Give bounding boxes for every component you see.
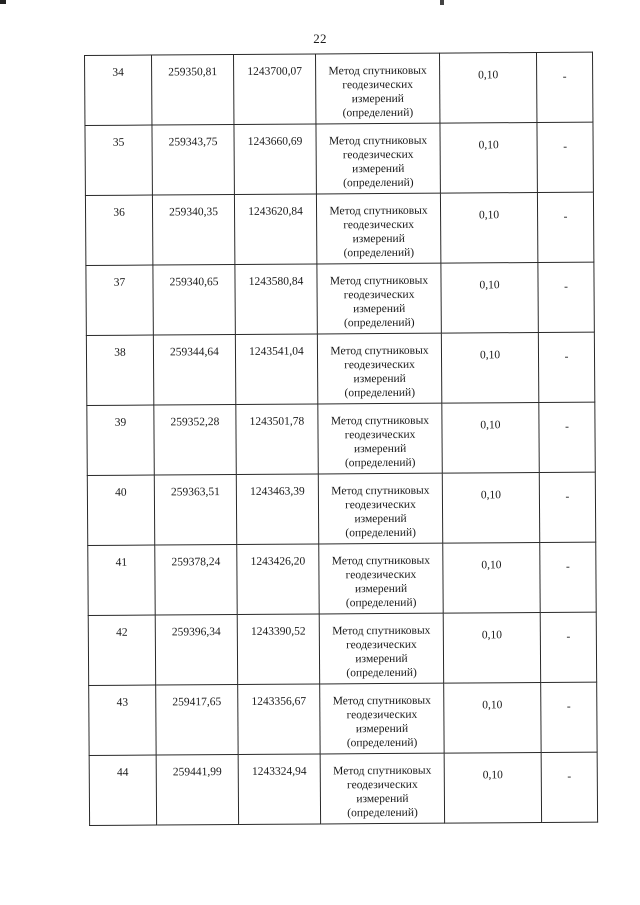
method-line: измерений — [356, 792, 409, 806]
method-cell — [315, 53, 439, 124]
y-coordinate-cell: 1243324,94 — [238, 754, 320, 825]
table-row — [87, 472, 595, 545]
method-line: (определений) — [342, 106, 414, 120]
description-cell: - — [541, 752, 597, 822]
method-line: Метод спутниковых — [330, 414, 430, 428]
method-line: Метод спутниковых — [333, 764, 432, 778]
description-cell: - — [539, 402, 595, 472]
description-cell: - — [537, 192, 593, 262]
method-line: измерений — [352, 232, 405, 246]
method-cell — [317, 263, 441, 334]
method-line: геодезических — [342, 78, 414, 92]
point-number-cell: 41 — [88, 545, 155, 615]
method-line: Метод спутниковых — [332, 694, 431, 708]
method-line: Метод спутниковых — [329, 204, 428, 218]
table-row — [86, 262, 594, 335]
method-cell — [318, 473, 442, 544]
method-line: (определений) — [347, 806, 418, 820]
accuracy-cell: 0,10 — [442, 402, 539, 473]
accuracy-cell: 0,10 — [441, 262, 538, 333]
description-cell: - — [540, 612, 596, 682]
x-coordinate-cell: 259350,81 — [152, 55, 234, 126]
page-number: 22 — [313, 31, 327, 46]
accuracy-cell: 0,10 — [444, 682, 541, 753]
method-line: (определений) — [343, 316, 415, 330]
accuracy-cell: 0,10 — [442, 472, 539, 543]
method-line: геодезических — [346, 708, 418, 722]
x-coordinate-cell: 259340,35 — [152, 195, 234, 266]
y-coordinate-cell: 1243700,07 — [234, 54, 316, 125]
table-row — [88, 542, 596, 615]
point-number-cell: 39 — [87, 405, 154, 475]
description-cell: - — [541, 682, 597, 752]
table-row — [87, 402, 595, 475]
method-line: измерений — [354, 512, 407, 526]
point-number-cell: 36 — [85, 195, 152, 265]
scan-mark-left — [0, 0, 6, 4]
x-coordinate-cell: 259352,28 — [154, 405, 236, 476]
description-cell: - — [539, 472, 595, 542]
y-coordinate-cell: 1243463,39 — [236, 474, 318, 545]
method-line: измерений — [355, 722, 409, 736]
method-line: (определений) — [343, 246, 415, 260]
y-coordinate-cell: 1243390,52 — [237, 614, 319, 685]
description-cell: - — [540, 542, 596, 612]
y-coordinate-cell: 1243620,84 — [234, 194, 316, 265]
method-line: (определений) — [346, 666, 417, 680]
method-cell — [320, 753, 444, 824]
y-coordinate-cell: 1243356,67 — [238, 684, 320, 755]
accuracy-cell: 0,10 — [443, 612, 540, 683]
method-line: (определений) — [344, 456, 416, 470]
accuracy-cell: 0,10 — [439, 52, 536, 123]
description-cell: - — [538, 262, 594, 332]
description-cell: - — [538, 332, 594, 402]
point-number-cell: 42 — [88, 615, 155, 685]
method-line: Метод спутниковых — [328, 64, 427, 78]
method-cell — [318, 403, 442, 474]
method-line: измерений — [355, 652, 408, 666]
point-number-cell: 35 — [85, 125, 152, 195]
accuracy-cell: 0,10 — [443, 542, 540, 613]
table-row — [85, 122, 593, 195]
table-body — [85, 52, 598, 825]
accuracy-cell: 0,10 — [441, 332, 538, 403]
y-coordinate-cell: 1243541,04 — [235, 334, 317, 405]
description-cell: - — [536, 52, 592, 122]
method-line: геодезических — [343, 218, 415, 232]
method-line: измерений — [351, 92, 404, 106]
point-number-cell: 38 — [86, 335, 153, 405]
table-row — [86, 332, 594, 405]
method-cell — [316, 193, 440, 264]
x-coordinate-cell: 259340,65 — [153, 265, 235, 336]
method-cell — [317, 333, 441, 404]
method-line: геодезических — [342, 148, 414, 162]
method-line: измерений — [353, 302, 406, 316]
method-line: геодезических — [346, 778, 418, 792]
method-line: Метод спутниковых — [329, 274, 429, 288]
method-line: (определений) — [343, 176, 414, 190]
table-row — [89, 682, 597, 755]
method-line: (определений) — [345, 526, 416, 540]
method-line: измерений — [353, 442, 407, 456]
point-number-cell: 44 — [89, 755, 156, 825]
accuracy-cell: 0,10 — [444, 752, 541, 823]
description-cell: - — [537, 122, 593, 192]
x-coordinate-cell: 259396,34 — [155, 614, 237, 685]
accuracy-cell: 0,10 — [440, 192, 537, 263]
method-line: геодезических — [345, 568, 417, 582]
method-line: геодезических — [346, 638, 417, 652]
method-line: измерений — [352, 162, 405, 176]
method-line: геодезических — [343, 288, 415, 302]
x-coordinate-cell: 259378,24 — [155, 544, 237, 615]
x-coordinate-cell: 259363,51 — [154, 474, 236, 545]
method-cell — [320, 683, 444, 754]
coordinates-table-container — [84, 55, 592, 826]
method-cell — [319, 543, 443, 614]
method-line: (определений) — [345, 596, 417, 610]
accuracy-cell: 0,10 — [440, 122, 537, 193]
x-coordinate-cell: 259343,75 — [152, 125, 234, 196]
y-coordinate-cell: 1243501,78 — [236, 404, 318, 475]
method-line: (определений) — [344, 386, 416, 400]
method-line: Метод спутниковых — [331, 554, 430, 568]
point-number-cell: 40 — [87, 475, 154, 545]
y-coordinate-cell: 1243580,84 — [235, 264, 317, 335]
point-number-cell: 37 — [86, 265, 153, 335]
table-row — [85, 192, 593, 265]
table-row — [85, 52, 593, 125]
method-line: Метод спутниковых — [330, 344, 429, 358]
method-cell — [319, 613, 443, 684]
x-coordinate-cell: 259441,99 — [156, 754, 238, 825]
y-coordinate-cell: 1243426,20 — [237, 544, 319, 615]
method-line: Метод спутниковых — [331, 484, 430, 498]
table-row — [89, 752, 597, 825]
method-line: геодезических — [344, 358, 415, 372]
table-row — [88, 612, 596, 685]
method-line: измерений — [354, 582, 408, 596]
method-cell — [316, 123, 440, 194]
method-line: Метод спутниковых — [332, 624, 431, 638]
point-number-cell: 43 — [89, 685, 156, 755]
point-number-cell: 34 — [85, 55, 152, 125]
method-line: Метод спутниковых — [328, 134, 428, 148]
method-line: геодезических — [344, 428, 416, 442]
x-coordinate-cell: 259417,65 — [156, 684, 238, 755]
scan-mark-right — [440, 0, 444, 5]
coordinates-table — [84, 52, 598, 826]
y-coordinate-cell: 1243660,69 — [234, 124, 316, 195]
method-line: (определений) — [346, 736, 418, 750]
x-coordinate-cell: 259344,64 — [153, 335, 235, 406]
method-line: измерений — [353, 372, 406, 386]
top-scan-marks — [0, 0, 640, 6]
method-line: геодезических — [345, 498, 416, 512]
